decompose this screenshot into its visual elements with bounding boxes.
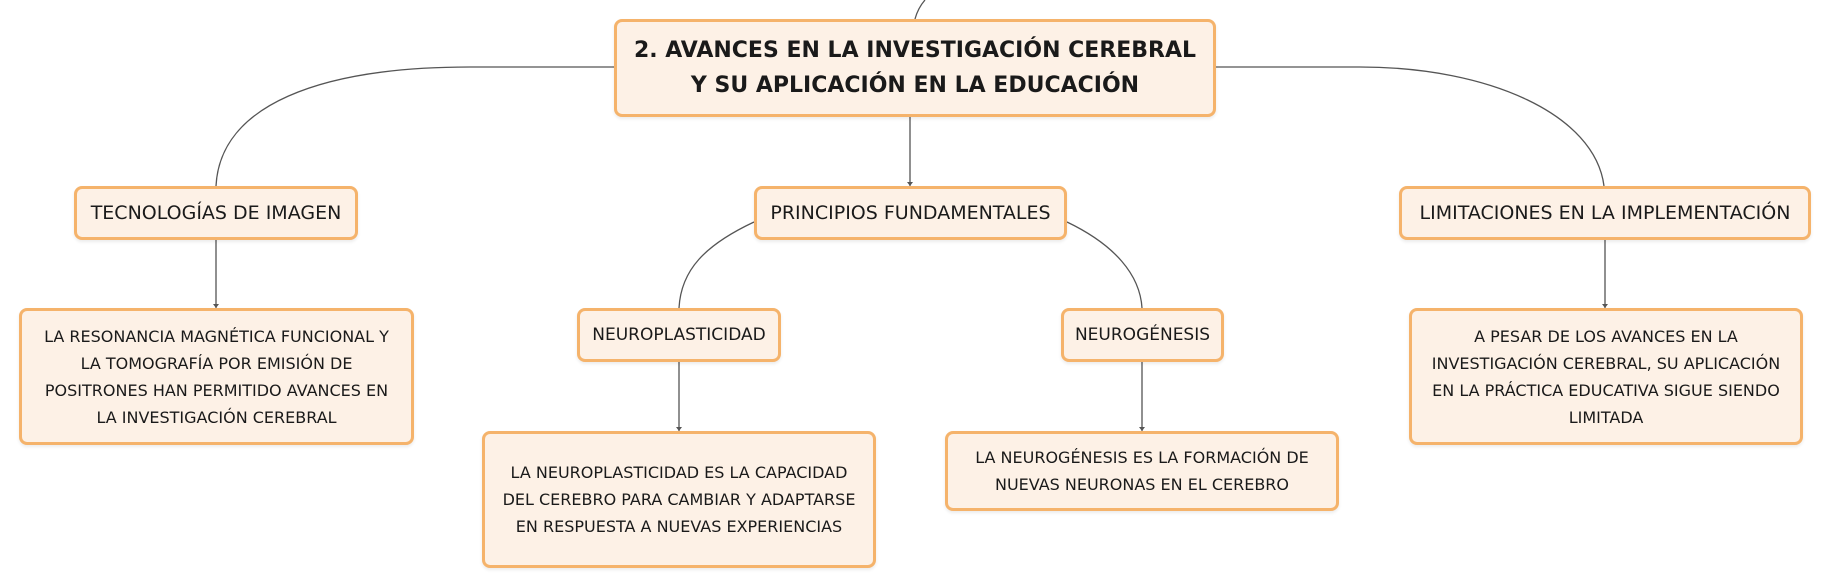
root-topic-node[interactable] xyxy=(614,19,1216,117)
node-label: TECNOLOGÍAS DE IMAGEN xyxy=(90,202,342,224)
node-neurogenesis-detail[interactable] xyxy=(945,431,1339,511)
node-label: NEUROPLASTICIDAD xyxy=(592,325,766,345)
node-limitaciones-detail[interactable] xyxy=(1409,308,1803,445)
connector-root-parent xyxy=(915,0,925,19)
node-label: LIMITACIONES EN LA IMPLEMENTACIÓN xyxy=(1419,202,1791,224)
node-tecnologias-detail[interactable] xyxy=(19,308,414,445)
node-detail-text: A PESAR DE LOS AVANCES EN LA INVESTIGACIÓN CEREBRAL, SU APLICACIÓN EN LA PRÁCTICA EDUCATIVA SIGUE SIENDO LIMITADA xyxy=(1431,326,1781,427)
node-limitaciones-implementacion[interactable] xyxy=(1399,186,1811,240)
node-neuroplasticidad-detail[interactable] xyxy=(482,431,876,568)
node-detail-text: LA RESONANCIA MAGNÉTICA FUNCIONAL Y LA TOMOGRAFÍA POR EMISIÓN DE POSITRONES HAN PERMITIDO AVANCES EN LA INVESTIGACIÓN CEREBRAL xyxy=(44,326,389,427)
root-topic-label: 2. AVANCES EN LA INVESTIGACIÓN CEREBRAL Y SU APLICACIÓN EN LA EDUCACIÓN xyxy=(633,38,1197,98)
node-neurogenesis[interactable] xyxy=(1061,308,1224,362)
node-principios-fundamentales[interactable] xyxy=(754,186,1067,240)
connector-root-limitaciones xyxy=(1216,67,1604,186)
node-label: NEUROGÉNESIS xyxy=(1074,325,1211,345)
node-neuroplasticidad[interactable] xyxy=(577,308,781,362)
connector-principios-neuroplasticidad xyxy=(679,222,754,308)
node-tecnologias-de-imagen[interactable] xyxy=(74,186,358,240)
node-label: PRINCIPIOS FUNDAMENTALES xyxy=(770,202,1051,224)
connector-root-tecnologias xyxy=(216,67,614,186)
node-detail-text: LA NEUROGÉNESIS ES LA FORMACIÓN DE NUEVAS NEURONAS EN EL CEREBRO xyxy=(975,448,1309,494)
node-detail-text: LA NEUROPLASTICIDAD ES LA CAPACIDAD DEL CEREBRO PARA CAMBIAR Y ADAPTARSE EN RESPUESTA A NUEVAS EXPERIENCIAS xyxy=(502,463,856,536)
connector-principios-neurogenesis xyxy=(1067,222,1142,308)
